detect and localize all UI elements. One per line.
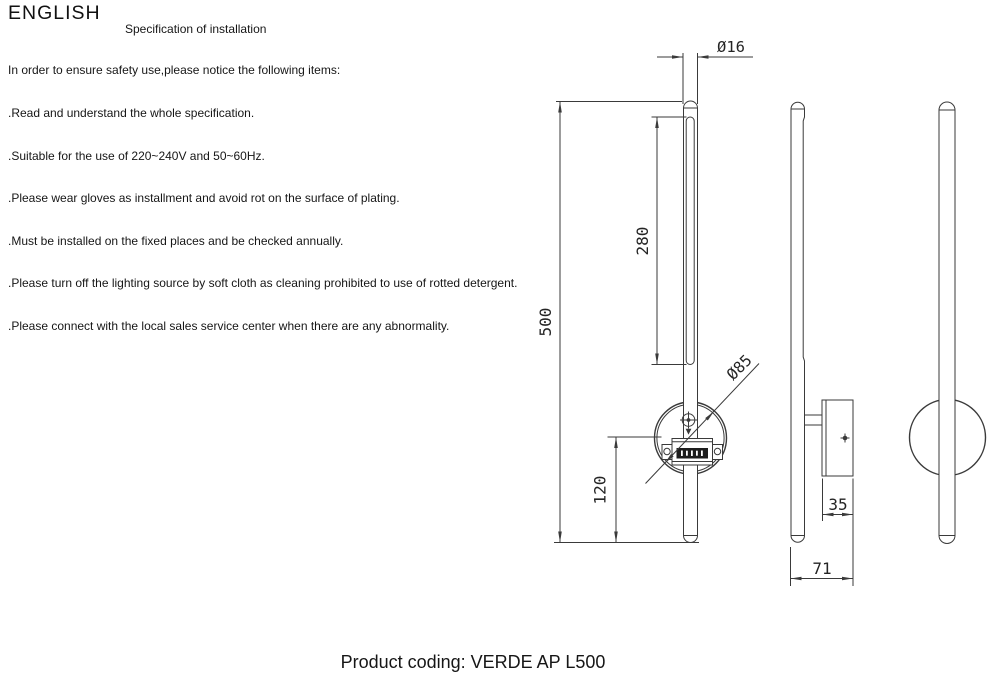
- terminal-block: [662, 439, 723, 466]
- side-view-drawing: [791, 102, 853, 542]
- lamp-rod-side: [791, 102, 805, 542]
- dim-canopy-to-bottom-label: 120: [590, 475, 610, 505]
- dim-rod-diameter: [657, 38, 753, 104]
- language-heading: ENGLISH: [8, 2, 101, 24]
- spec-subtitle: Specification of installation: [125, 22, 267, 36]
- lamp-rod-back: [939, 102, 955, 544]
- bracket-arm: [805, 415, 823, 425]
- instruction-item: .Suitable for the use of 220~240V and 50~60Hz.: [8, 148, 265, 163]
- dim-total-height-label: 500: [536, 307, 555, 337]
- dim-canopy-to-bottom: [591, 437, 662, 543]
- instruction-item: .Read and understand the whole specification.: [8, 106, 255, 121]
- instruction-item: .Must be installed on the fixed places and be checked annually.: [8, 233, 344, 248]
- back-view-drawing: [910, 102, 986, 544]
- dim-total-depth: [791, 547, 854, 586]
- dim-bracket-depth-label: 35: [828, 495, 848, 514]
- instruction-item: .Please turn off the lighting source by soft cloth as cleaning prohibited to use of rotted detergent.: [8, 276, 518, 291]
- led-lens-strip: [686, 117, 694, 365]
- dim-canopy-diameter-label: Ø85: [723, 351, 756, 384]
- dim-rod-diameter-label: Ø16: [717, 38, 745, 56]
- instructions-intro: In order to ensure safety use,please notice the following items:: [8, 63, 341, 78]
- product-coding: Product coding: VERDE AP L500: [340, 652, 606, 672]
- dim-led-length-label: 280: [633, 226, 652, 256]
- dim-total-height: [536, 102, 699, 543]
- instruction-item: .Please connect with the local sales service center when there are any abnormality.: [8, 319, 450, 334]
- front-view-drawing: [655, 101, 727, 543]
- instruction-item: .Please wear gloves as installment and avoid rot on the surface of plating.: [8, 191, 400, 206]
- dim-total-depth-label: 71: [812, 559, 832, 578]
- dim-led-length: [633, 117, 687, 365]
